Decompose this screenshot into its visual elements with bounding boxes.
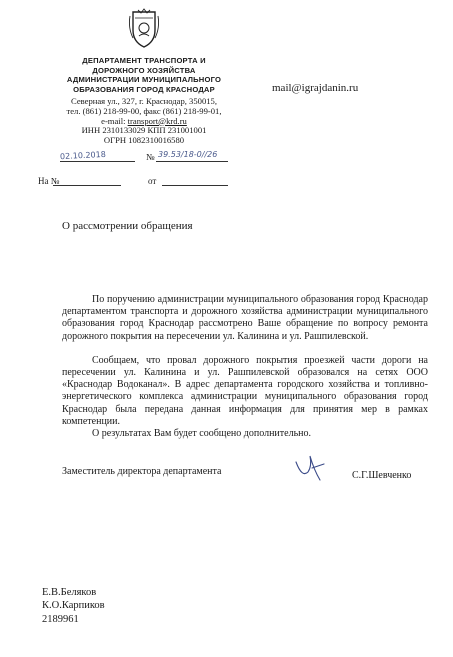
body-paragraph: Сообщаем, что провал дорожного покрытия проезжей части дороги на пересечении ул. Калинина и ул. Рашпилевской образовался на сетях ООО «Краснодар Водоканал». В адрес департамента городского хозяйства и топливно-энергетического комплекса администрации муниципального образования город Краснодар была передана данная информация для принятия мер в рамках компетенции.	[62, 354, 428, 427]
registration-date-handwritten: 02.10.2018	[59, 149, 107, 162]
organization-name	[38, 56, 250, 94]
reference-number-line	[53, 185, 121, 186]
reference-date-line	[162, 185, 228, 186]
org-inn-kpp: ИНН 2310133029 КПП 231001001	[81, 125, 207, 136]
signer-name: С.Г.Шевченко	[352, 470, 412, 481]
coat-of-arms-emblem	[127, 8, 161, 50]
org-address: Северная ул., 327, г. Краснодар, 350015,	[71, 96, 217, 106]
org-email-link[interactable]: transport@krd.ru	[127, 115, 187, 126]
executor-name: Е.В.Беляков	[42, 587, 97, 598]
letter-body	[62, 294, 428, 440]
executor-phone: 2189961	[42, 613, 79, 625]
recipient-email: mail@igrajdanin.ru	[272, 82, 359, 94]
email-label: e-mail:	[101, 115, 128, 126]
executors-block	[42, 586, 105, 626]
body-paragraph: По поручению администрации муниципального образования город Краснодар департаментом транспорта и дорожного хозяйства администрации муниципального образования город Краснодар рассмотрено Ваше обращение по вопросу ремонта дорожного покрытия на пересечении ул. Калинина и ул. Рашпилевской.	[62, 294, 428, 342]
registration-number-line	[156, 161, 228, 162]
reference-date-label: от	[148, 176, 157, 186]
signer-title: Заместитель директора департамента	[62, 466, 222, 477]
org-name-line: АДМИНИСТРАЦИИ МУНИЦИПАЛЬНОГО	[66, 75, 222, 85]
registration-number-handwritten: 39.53/18-0//26	[158, 150, 218, 159]
executor-name: К.О.Карпиков	[42, 600, 105, 612]
body-paragraph: О результатах Вам будет сообщено дополнительно.	[92, 428, 311, 440]
reference-number-label: На №	[38, 176, 60, 186]
registration-number-label: №	[146, 152, 155, 162]
org-phone-fax: тел. (861) 218-99-00, факс (861) 218-99-01,	[66, 105, 222, 116]
org-ogrn: ОГРН 1082310016580	[103, 135, 185, 146]
registration-date-line	[60, 161, 135, 162]
org-name-line: ДОРОЖНОГО ХОЗЯЙСТВА	[92, 65, 196, 75]
organization-contacts	[38, 97, 250, 146]
letter-subject: О рассмотрении обращения	[62, 220, 193, 232]
org-name-line: ДЕПАРТАМЕНТ ТРАНСПОРТА И	[82, 56, 206, 65]
org-name-line: ОБРАЗОВАНИЯ ГОРОД КРАСНОДАР	[73, 84, 215, 94]
handwritten-signature	[292, 452, 328, 484]
